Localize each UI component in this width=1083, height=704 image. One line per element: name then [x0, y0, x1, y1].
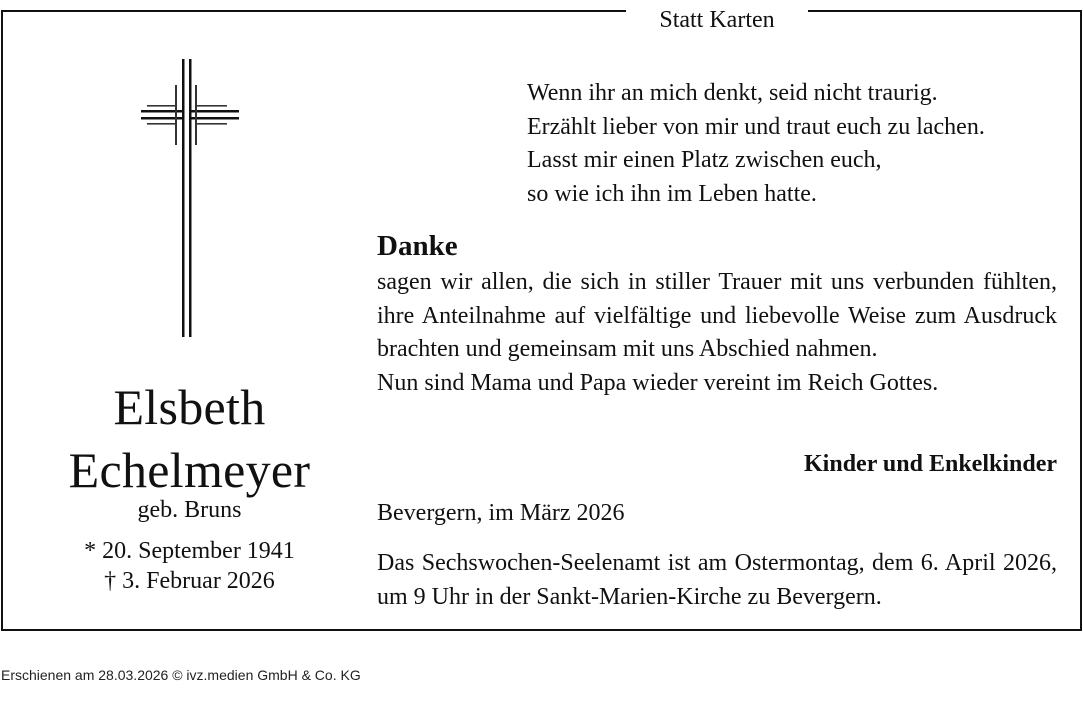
death-date: † 3. Februar 2026 [104, 568, 275, 594]
cross-icon [137, 57, 243, 341]
header-label: Statt Karten [626, 7, 808, 33]
poem-line: Erzählt lieber von mir und traut euch zu lachen. [527, 113, 985, 140]
poem-line: Lasst mir einen Platz zwischen euch, [527, 147, 882, 173]
deceased-first-name: Elsbeth [113, 379, 266, 435]
thanks-closing: Nun sind Mama und Papa wieder vereint im Reich Gottes. [377, 369, 939, 396]
obituary-frame [1, 7, 1082, 631]
place-date: Bevergern, im März 2026 [377, 500, 625, 526]
publication-footer: Erschienen am 28.03.2026 © ivz.medien GmbH & Co. KG [1, 667, 361, 683]
poem [527, 77, 1067, 211]
deceased-last-name: Echelmeyer [68, 442, 311, 498]
signature: Kinder und Enkelkinder [804, 451, 1057, 477]
poem-line: so wie ich ihn im Leben hatte. [527, 180, 817, 207]
birth-date: * 20. September 1941 [84, 538, 295, 564]
thanks-body: sagen wir allen, die sich in stiller Trauer mit uns verbunden fühlten, ihre Anteilnahme auf vielfältige und liebevolle Weise zum Ausdruck brachten und gemeinsam mit uns Abschied nahmen. [377, 269, 1057, 362]
poem-line: Wenn ihr an mich denkt, seid nicht traurig. [527, 80, 938, 106]
thanks-text [377, 266, 1057, 400]
service-notice: Das Sechswochen-Seelenamt ist am Ostermontag, dem 6. April 2026, um 9 Uhr in der Sankt-Marien-Kirche zu Bevergern. [377, 550, 1057, 610]
thanks-title: Danke [377, 230, 458, 262]
birth-name: geb. Bruns [137, 497, 242, 523]
